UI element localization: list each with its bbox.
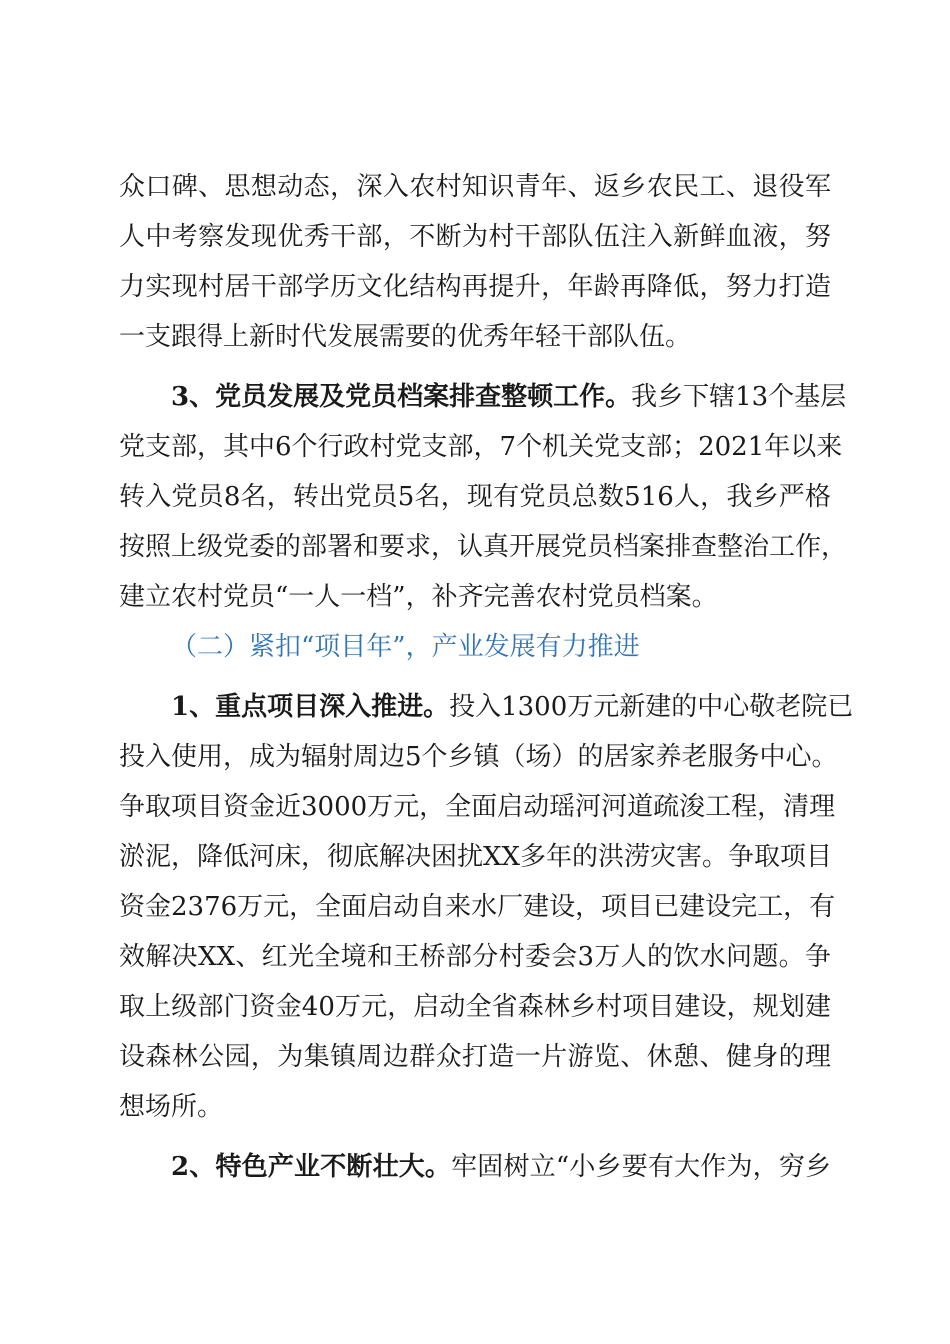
paragraph-lead-text: 我乡下辖13个基层 [631,382,847,412]
document-page [119,162,854,1192]
paragraph-featured-industry [119,1142,831,1192]
paragraph-line: 取上级部门资金40万元，启动全省森林乡村项目建设，规划建 [119,992,831,1022]
paragraph-line: 建立农村党员“一人一档”，补齐完善农村党员档案。 [119,582,718,612]
paragraph-line: 投入使用，成为辐射周边5个乡镇（场）的居家养老服务中心。 [119,742,838,772]
paragraph-lead-heading: 3、党员发展及党员档案排查整顿工作。 [171,382,632,412]
paragraph-lead-heading: 2、特色产业不断壮大。 [171,1152,452,1182]
paragraph-party-member-files [119,372,848,622]
paragraph-line: 人中考察发现优秀干部，不断为村干部队伍注入新鲜血液，努 [119,222,831,252]
paragraph-line: 淤泥，降低河床，彻底解决困扰XX多年的洪涝灾害。争取项目 [119,842,833,872]
paragraph-cadre-selection [119,162,831,362]
paragraph-line: 效解决XX、红光全境和王桥部分村委会3万人的饮水问题。争 [119,942,831,972]
paragraph-lead-heading: 1、重点项目深入推进。 [171,692,450,722]
paragraph-line: 众口碑、思想动态，深入农村知识青年、返乡农民工、退役军 [119,172,831,202]
paragraph-line: 按照上级党委的部署和要求，认真开展党员档案排查整治工作， [119,532,848,562]
paragraph-lead-text: 牢固树立“小乡要有大作为，穷乡 [451,1152,831,1182]
paragraph-line: 争取项目资金近3000万元，全面启动瑶河河道疏浚工程，清理 [119,792,836,822]
paragraph-line: 力实现村居干部学历文化结构再提升，年龄再降低，努力打造 [119,272,831,302]
section-heading: （二）紧扣“项目年”，产业发展有力推进 [171,632,640,662]
paragraph-line: 党支部，其中6个行政村党支部，7个机关党支部；2021年以来 [119,432,843,462]
paragraph-line: 设森林公园，为集镇周边群众打造一片游览、休憩、健身的理 [119,1042,831,1072]
paragraph-first-line [119,372,847,422]
paragraph-line: 想场所。 [119,1092,224,1122]
paragraph-line: 一支跟得上新时代发展需要的优秀年轻干部队伍。 [119,322,692,352]
paragraph-line: 资金2376万元，全面启动自来水厂建设，项目已建设完工，有 [119,892,836,922]
paragraph-key-projects [119,682,854,1132]
paragraph-lead-text: 投入1300万元新建的中心敬老院已 [449,692,854,722]
paragraph-first-line [119,1142,831,1192]
paragraph-line: 转入党员8名，转出党员5名，现有党员总数516人，我乡严格 [119,482,831,512]
paragraph-first-line [119,682,854,732]
